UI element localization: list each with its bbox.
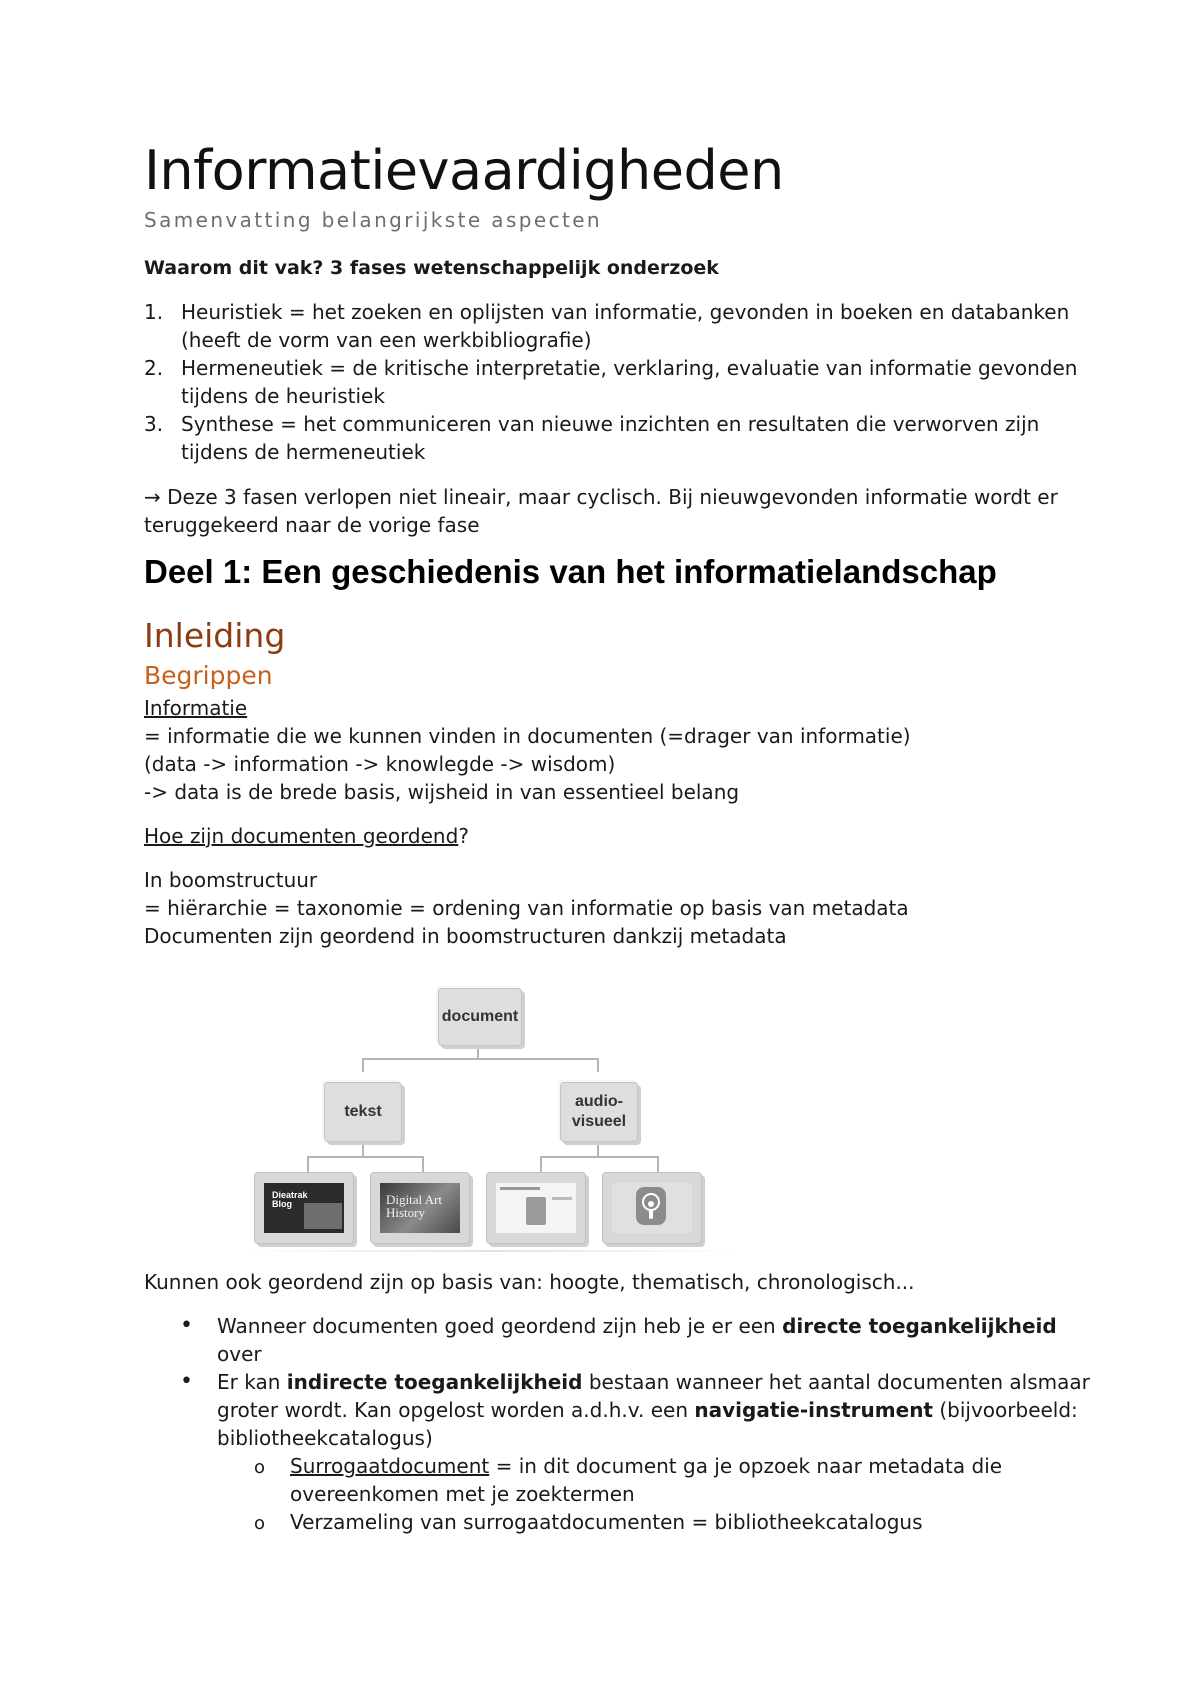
informatie-definition: = informatie die we kunnen vinden in documenten (=drager van informatie) bbox=[144, 724, 911, 748]
sub-bullet-marker: o bbox=[254, 1457, 266, 1478]
bullet-indirect-access-cont2: bibliotheekcatalogus) bbox=[217, 1426, 433, 1450]
boom-definition: = hiërarchie = taxonomie = ordening van informatie op basis van metadata bbox=[144, 896, 909, 920]
thumb-podcast bbox=[602, 1172, 702, 1244]
thumb-image bbox=[552, 1197, 572, 1200]
phase-hermeneutiek-cont: tijdens de heuristiek bbox=[181, 384, 385, 408]
connector-line bbox=[362, 1058, 364, 1072]
list-item-number: 3. bbox=[144, 412, 164, 436]
node-document: document bbox=[438, 988, 522, 1046]
intro-heading: Waarom dit vak? 3 fases wetenschappelijk onderzoek bbox=[144, 257, 719, 279]
thumb-blog bbox=[254, 1172, 354, 1244]
thumb-image bbox=[526, 1197, 546, 1225]
connector-line bbox=[597, 1058, 599, 1072]
sub-bullet-marker: o bbox=[254, 1513, 266, 1534]
thumb-art-title: Digital Art History bbox=[386, 1192, 442, 1220]
podcast-icon bbox=[636, 1187, 666, 1225]
thumb-image bbox=[304, 1203, 342, 1229]
phase-synthese-cont: tijdens de hermeneutiek bbox=[181, 440, 426, 464]
connector-line bbox=[362, 1058, 597, 1060]
subsection-heading-begrippen: Begrippen bbox=[144, 661, 273, 690]
thumb-art-history bbox=[370, 1172, 470, 1244]
document-subtitle: Samenvatting belangrijkste aspecten bbox=[144, 208, 602, 232]
node-audio-visueel: audio- visueel bbox=[560, 1082, 638, 1142]
boom-note: Documenten zijn geordend in boomstructuren dankzij metadata bbox=[144, 924, 787, 948]
informatie-hierarchy: (data -> information -> knowlegde -> wisdom) bbox=[144, 752, 616, 776]
bullet-marker: • bbox=[180, 1369, 193, 1394]
connector-line bbox=[307, 1156, 422, 1158]
boom-title: In boomstructuur bbox=[144, 868, 318, 892]
list-item-number: 2. bbox=[144, 356, 164, 380]
connector-line bbox=[540, 1156, 542, 1172]
question-ordering: Hoe zijn documenten geordend? bbox=[144, 824, 469, 848]
section-heading-inleiding: Inleiding bbox=[144, 616, 286, 655]
connector-line bbox=[422, 1156, 424, 1172]
connector-line bbox=[657, 1156, 659, 1172]
informatie-note: -> data is de brede basis, wijsheid in van essentieel belang bbox=[144, 780, 740, 804]
ordering-text: Kunnen ook geordend zijn op basis van: hoogte, thematisch, chronologisch... bbox=[144, 1270, 915, 1294]
bullet-indirect-access-cont: groter wordt. Kan opgelost worden a.d.h.v. een navigatie-instrument (bijvoorbeeld: bbox=[217, 1398, 1078, 1422]
list-item-number: 1. bbox=[144, 300, 164, 324]
term-informatie: Informatie bbox=[144, 696, 248, 720]
cycle-note-cont: teruggekeerd naar de vorige fase bbox=[144, 513, 480, 537]
bullet-direct-access: Wanneer documenten goed geordend zijn heb je er een directe toegankelijkheid bbox=[217, 1314, 1057, 1338]
sub-bullet-surrogaat: Surrogaatdocument = in dit document ga je opzoek naar metadata die bbox=[290, 1454, 1003, 1478]
bullet-direct-access-cont: over bbox=[217, 1342, 262, 1366]
thumb-blog-title: Dieatrak Blog bbox=[272, 1190, 308, 1209]
phase-heuristiek-cont: (heeft de vorm van een werkbibliografie) bbox=[181, 328, 592, 352]
boomstructuur-diagram bbox=[252, 982, 772, 1252]
document-title: Informatievaardigheden bbox=[144, 139, 784, 202]
phase-synthese: Synthese = het communiceren van nieuwe inzichten en resultaten die verworven zijn bbox=[181, 412, 1040, 436]
bullet-indirect-access: Er kan indirecte toegankelijkheid bestaan wanneer het aantal documenten alsmaar bbox=[217, 1370, 1090, 1394]
sub-bullet-surrogaat-cont: overeenkomen met je zoektermen bbox=[290, 1482, 635, 1506]
node-tekst: tekst bbox=[324, 1082, 402, 1142]
connector-line bbox=[362, 1142, 364, 1156]
cycle-note: → Deze 3 fasen verlopen niet lineair, maar cyclisch. Bij nieuwgevonden informatie wordt er bbox=[144, 485, 1058, 509]
bullet-marker: • bbox=[180, 1313, 193, 1338]
connector-line bbox=[540, 1156, 657, 1158]
connector-line bbox=[597, 1142, 599, 1156]
thumb-image bbox=[500, 1187, 540, 1190]
phase-heuristiek: Heuristiek = het zoeken en oplijsten van informatie, gevonden in boeken en databanken bbox=[181, 300, 1070, 324]
connector-line bbox=[307, 1156, 309, 1172]
part1-heading: Deel 1: Een geschiedenis van het informatielandschap bbox=[144, 553, 997, 590]
phase-hermeneutiek: Hermeneutiek = de kritische interpretatie, verklaring, evaluatie van informatie gevonden bbox=[181, 356, 1078, 380]
arrow-right-icon: → bbox=[144, 485, 161, 509]
diagram-shadow bbox=[242, 1250, 742, 1252]
sub-bullet-catalogus: Verzameling van surrogaatdocumenten = bibliotheekcatalogus bbox=[290, 1510, 923, 1534]
thumb-website bbox=[486, 1172, 586, 1244]
